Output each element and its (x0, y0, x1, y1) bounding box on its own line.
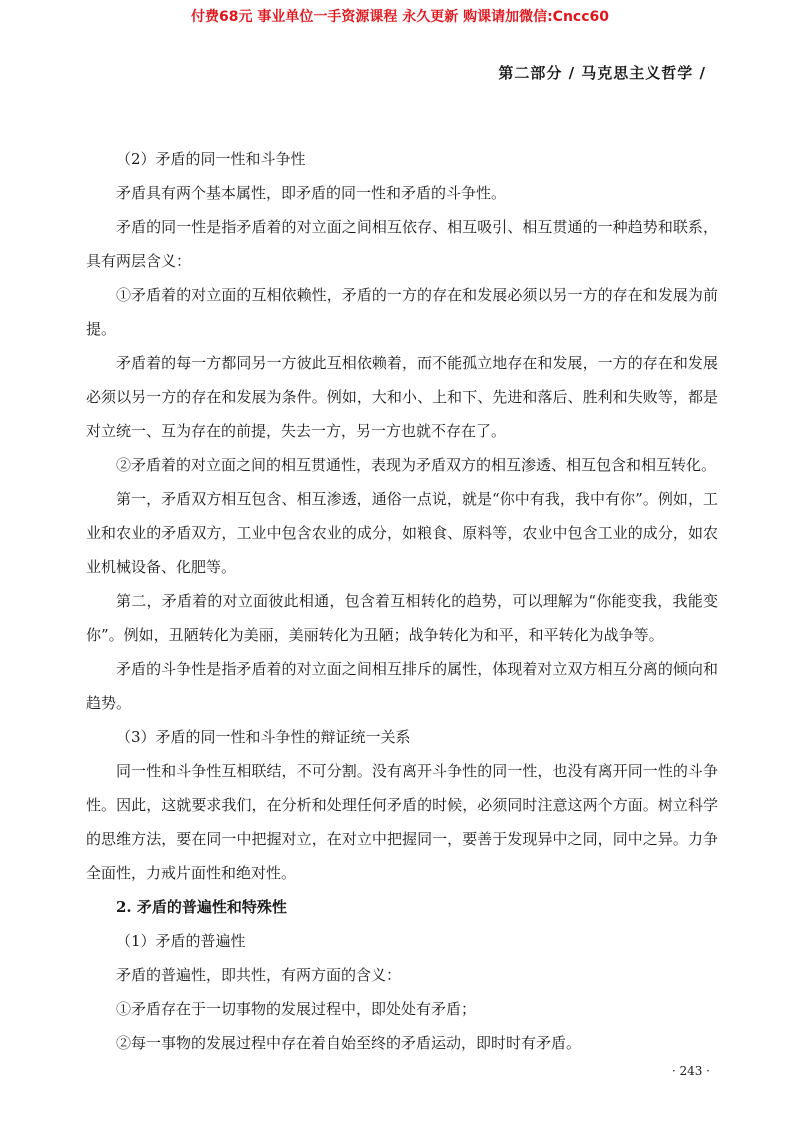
paragraph: （3）矛盾的同一性和斗争性的辩证统一关系 (116, 728, 411, 746)
paragraph: 矛盾具有两个基本属性，即矛盾的同一性和矛盾的斗争性。 (116, 184, 507, 202)
page-body (86, 142, 718, 1060)
paragraph: 矛盾的斗争性是指矛盾着的对立面之间相互排斥的属性，体现着对立双方相互分离的倾向和趋势。 (86, 660, 718, 712)
section-heading: 2. 矛盾的普遍性和特殊性 (116, 898, 287, 916)
watermark-banner: 付费68元 事业单位一手资源课程 永久更新 购课请加微信:Cncc60 (190, 9, 610, 25)
paragraph: 第一，矛盾双方相互包含、相互渗透，通俗一点说，就是“你中有我，我中有你”。例如，工业和农业的矛盾双方，工业中包含农业的成分，如粮食、原料等，农业中包含工业的成分，如农业机械设备、化肥等。 (86, 490, 718, 576)
paragraph: ①矛盾存在于一切事物的发展过程中，即处处有矛盾； (116, 1000, 477, 1018)
paragraph: （2）矛盾的同一性和斗争性 (116, 150, 306, 168)
running-header: 第二部分 / 马克思主义哲学 / (498, 64, 706, 82)
paragraph: 同一性和斗争性互相联结，不可分割。没有离开斗争性的同一性，也没有离开同一性的斗争性。因此，这就要求我们，在分析和处理任何矛盾的时候，必须同时注意这两个方面。树立科学的思维方法，要在同一中把握对立，在对立中把握同一，要善于发现异中之同，同中之异。力争全面性，力戒片面性和绝对性。 (86, 762, 718, 882)
paragraph: 第二，矛盾着的对立面彼此相通，包含着互相转化的趋势，可以理解为“你能变我，我能变你”。例如，丑陋转化为美丽，美丽转化为丑陋；战争转化为和平，和平转化为战争等。 (86, 592, 718, 644)
page-number: · 243 · (671, 1064, 710, 1078)
paragraph: （1）矛盾的普遍性 (116, 932, 246, 950)
paragraph: 矛盾的普遍性，即共性，有两方面的含义： (116, 966, 402, 984)
paragraph: 矛盾着的每一方都同另一方彼此互相依赖着，而不能孤立地存在和发展，一方的存在和发展必须以另一方的存在和发展为条件。例如，大和小、上和下、先进和落后、胜利和失败等，都是对立统一、互为存在的前提，失去一方，另一方也就不存在了。 (86, 354, 718, 440)
paragraph: ②矛盾着的对立面之间的相互贯通性，表现为矛盾双方的相互渗透、相互包含和相互转化。 (116, 456, 717, 474)
paragraph: 矛盾的同一性是指矛盾着的对立面之间相互依存、相互吸引、相互贯通的一种趋势和联系，具有两层含义： (86, 218, 718, 270)
paragraph: ②每一事物的发展过程中存在着自始至终的矛盾运动，即时时有矛盾。 (116, 1034, 582, 1052)
paragraph: ①矛盾着的对立面的互相依赖性，矛盾的一方的存在和发展必须以另一方的存在和发展为前提。 (86, 286, 718, 338)
